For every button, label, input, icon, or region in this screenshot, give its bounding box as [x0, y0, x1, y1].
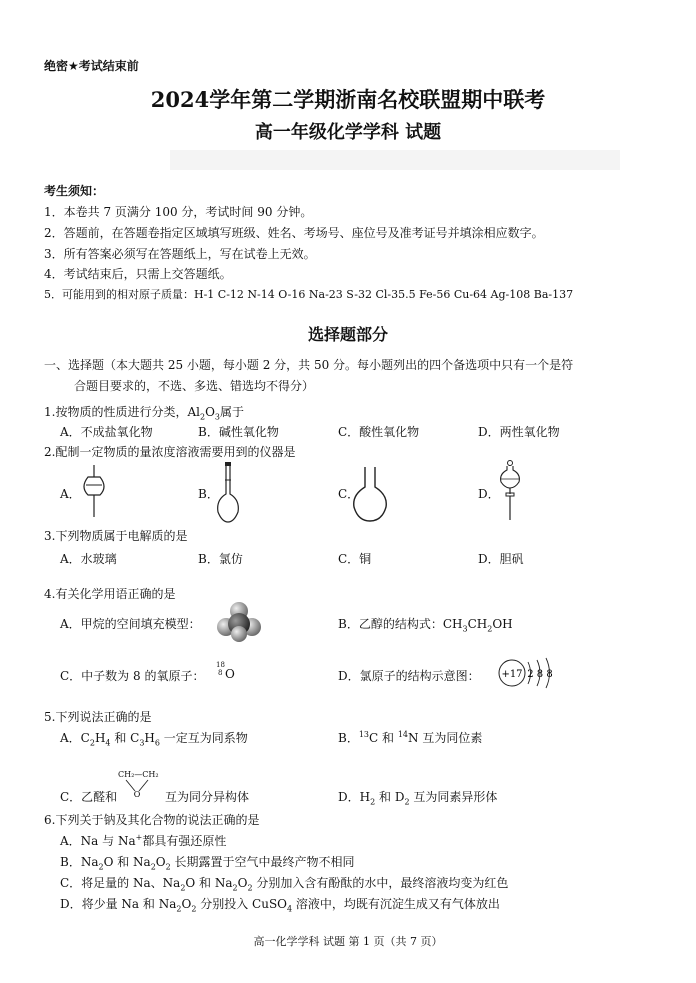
page-subtitle: 高一年级化学学科 试题: [254, 122, 442, 143]
section-intro-line2: 合题目要求的，不选、多选、错选均不得分）: [74, 379, 315, 393]
ethylene-oxide-top: CH₂—CH₂: [118, 770, 159, 779]
notice-heading: 考生须知：: [44, 184, 105, 198]
q5-option-c-post: 互为同分异构体: [165, 790, 250, 804]
notice-item: 3．所有答案必须写在答题纸上，写在试卷上无效。: [44, 247, 316, 261]
q4-stem: 4.有关化学用语正确的是: [44, 587, 176, 601]
q4-option-b: B．乙醇的结构式：$CH_3CH_2OH$: [338, 617, 513, 634]
ethylene-oxide-ring: [122, 779, 154, 797]
q3-option-d: D．胆矾: [478, 552, 524, 566]
notice-item: 5．可能用到的相对原子质量：H-1 C-12 N-14 O-16 Na-23 S-32 Cl-35.5 Fe-56 Cu-64 Ag-108 Ba-137: [44, 288, 574, 301]
q2-option-c: C．: [338, 487, 360, 501]
notice-item: 4．考试结束后，只需上交答题纸。: [44, 267, 232, 281]
q4-option-a: A．甲烷的空间填充模型：: [60, 617, 201, 631]
q6-option-c: C．将足量的 Na、$Na_2O$ 和 $Na_2O_2$ 分别加入含有酚酞的水中，最终溶液均变为红色: [60, 876, 509, 893]
q4-c-symbol: O: [225, 667, 235, 681]
q5-option-c-pre: C．乙醛和: [60, 790, 118, 804]
q1-option-a: A．不成盐氧化物: [60, 425, 153, 439]
section-title: 选择题部分: [307, 325, 388, 344]
chlorine-atom-structure-diagram: [496, 656, 562, 690]
q5-option-a: A．$C_2H_4$ 和 $C_3H_6$ 一定互为同系物: [60, 731, 248, 748]
round-bottom-flask-figure: [350, 465, 390, 523]
methane-space-filling-model: [215, 600, 263, 642]
nucleus-label: +17: [501, 669, 523, 680]
q6-option-b: B．$Na_2O$ 和 $Na_2O_2$ 长期露置于空气中最终产物不相同: [60, 855, 355, 872]
q1-option-b: B．碱性氧化物: [198, 425, 279, 439]
notice-item: 2．答题前，在答题卷指定区域填写班级、姓名、考场号、座位号及准考证号并填涂相应数字。: [44, 226, 544, 240]
notice-item: 1．本卷共 7 页满分 100 分，考试时间 90 分钟。: [44, 205, 313, 219]
secret-mark: 绝密★考试结束前: [44, 59, 139, 73]
q2-option-d: D．: [478, 487, 500, 501]
q4-option-d: D．氯原子的结构示意图：: [338, 669, 480, 683]
separatory-funnel-figure: [78, 463, 110, 521]
q1-option-d: D．两性氧化物: [478, 425, 560, 439]
q6-stem: 6.下列关于钠及其化合物的说法正确的是: [44, 813, 260, 827]
volumetric-flask-figure: [214, 460, 242, 524]
q6-option-d: D．将少量 Na 和 $Na_2O_2$ 分别投入 CuSO$_4$ 溶液中，均既有沉淀生成又有气体放出: [60, 897, 500, 914]
q3-stem: 3.下列物质属于电解质的是: [44, 529, 188, 543]
q5-option-b: B．$^{13}$C 和 $^{14}$N 互为同位素: [338, 730, 483, 745]
page-footer: 高一化学学科 试题 第 1 页（共 7 页）: [253, 935, 443, 948]
q5-stem: 5.下列说法正确的是: [44, 710, 152, 724]
q3-option-c: C．铜: [338, 552, 372, 566]
q3-option-a: A．水玻璃: [60, 552, 117, 566]
section-intro-line1: 一、选择题（本大题共 25 小题，每小题 2 分，共 50 分。每小题列出的四个备选项中只有一个是符: [44, 358, 574, 372]
page-title: 2024学年第二学期浙南名校联盟期中联考: [150, 87, 546, 112]
ring-oxygen: O: [133, 790, 141, 797]
q2-option-a: A．: [60, 487, 81, 501]
burette-figure: [495, 458, 525, 522]
q3-option-b: B．氯仿: [198, 552, 243, 566]
q4-option-c: C．中子数为 8 的氧原子：: [60, 669, 205, 683]
q1-option-c: C．酸性氧化物: [338, 425, 420, 439]
q6-option-a: A．Na 与 Na+都具有强还原性: [60, 833, 227, 848]
q2-option-b: B．: [198, 487, 219, 501]
shell-electrons: 2 8 8: [527, 669, 553, 680]
q4-c-nuclide: 18 8: [216, 661, 225, 677]
faint-band: [170, 150, 620, 170]
q5-option-d: D．$H_2$ 和 $D_2$ 互为同素异形体: [338, 790, 498, 807]
q2-stem: 2.配制一定物质的量浓度溶液需要用到的仪器是: [44, 445, 296, 459]
q1-stem: 1.按物质的性质进行分类，$Al_2O_3$属于: [44, 405, 245, 422]
